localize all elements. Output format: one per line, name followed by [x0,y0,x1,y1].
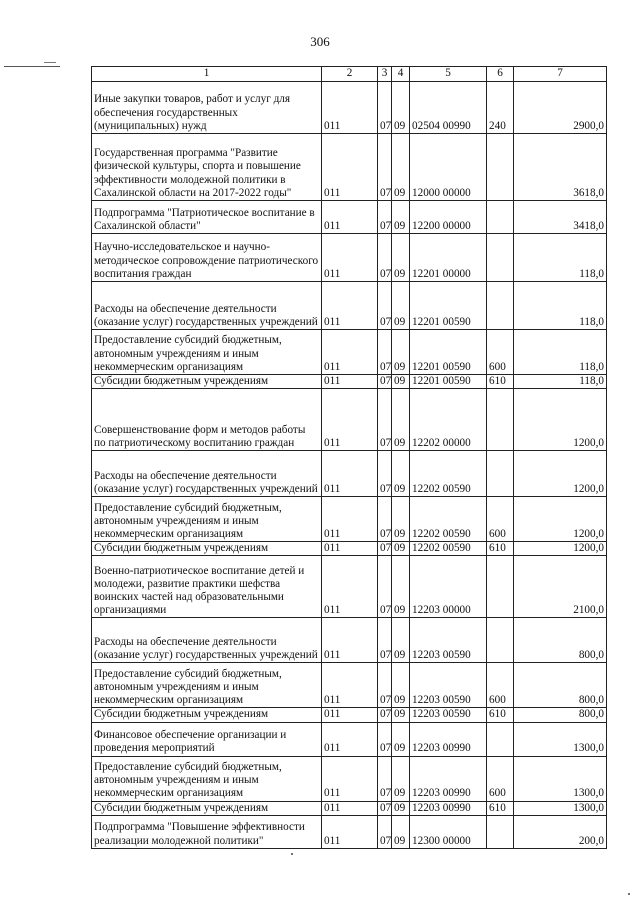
cell-sum: 3618,0 [514,134,607,201]
cell-rz: 07 [378,375,392,389]
cell-rz: 07 [378,542,392,556]
cell-grbs: 011 [322,556,378,618]
row-name: Государственная программа "Развитие физической культуры, спорта и повышение эффективности молодежной политики в Сахалинской области на 2017-2022 годы" [92,134,322,201]
cell-csr: 02504 00990 [410,82,487,134]
cell-rz: 07 [378,234,392,282]
cell-grbs: 011 [322,82,378,134]
cell-rz: 07 [378,556,392,618]
table-row [92,451,607,497]
cell-sum: 118,0 [514,234,607,282]
table-row [92,618,607,663]
cell-rz: 07 [378,708,392,722]
cell-rz: 07 [378,756,392,801]
cell-grbs: 011 [322,282,378,330]
page-number: 306 [310,34,330,49]
table-row [92,201,607,234]
table-row [92,282,607,330]
cell-csr: 12202 00000 [410,389,487,451]
cell-csr: 12203 00990 [410,722,487,756]
cell-vr [487,618,514,663]
cell-sum: 2100,0 [514,556,607,618]
cell-sum: 800,0 [514,663,607,708]
cell-grbs: 011 [322,756,378,801]
cell-pr: 09 [392,282,410,330]
cell-rz: 07 [378,815,392,848]
row-name: Финансовое обеспечение организации и проведения мероприятий [92,722,322,756]
row-name: Расходы на обеспечение деятельности (оказание услуг) государственных учреждений [92,451,322,497]
scan-dot [291,853,293,855]
cell-vr [487,234,514,282]
column-header: 5 [410,67,487,82]
cell-grbs: 011 [322,134,378,201]
cell-pr: 09 [392,389,410,451]
table-body [92,82,607,849]
cell-sum: 1300,0 [514,801,607,815]
cell-rz: 07 [378,801,392,815]
cell-csr: 12200 00000 [410,201,487,234]
row-name: Подпрограмма "Повышение эффективности реализации молодежной политики" [92,815,322,848]
cell-csr: 12201 00590 [410,375,487,389]
cell-csr: 12203 00590 [410,618,487,663]
table-row [92,330,607,375]
cell-csr: 12201 00590 [410,330,487,375]
column-header: 7 [514,67,607,82]
cell-pr: 09 [392,375,410,389]
cell-grbs: 011 [322,722,378,756]
row-name: Научно-исследовательское и научно-методическое сопровождение патриотического воспитания граждан [92,234,322,282]
cell-grbs: 011 [322,663,378,708]
cell-grbs: 011 [322,201,378,234]
row-name: Предоставление субсидий бюджетным, автономным учреждениям и иным некоммерческим организациям [92,663,322,708]
cell-vr: 600 [487,663,514,708]
cell-pr: 09 [392,134,410,201]
cell-pr: 09 [392,201,410,234]
cell-sum: 800,0 [514,618,607,663]
cell-rz: 07 [378,330,392,375]
cell-rz: 07 [378,82,392,134]
row-name: Подпрограмма "Патриотическое воспитание в Сахалинской области" [92,201,322,234]
cell-pr: 09 [392,618,410,663]
cell-pr: 09 [392,815,410,848]
cell-rz: 07 [378,389,392,451]
cell-rz: 07 [378,497,392,542]
column-header: 4 [392,67,410,82]
cell-rz: 07 [378,618,392,663]
cell-csr: 12202 00590 [410,542,487,556]
cell-grbs: 011 [322,618,378,663]
row-name: Расходы на обеспечение деятельности (оказание услуг) государственных учреждений [92,282,322,330]
cell-vr: 610 [487,801,514,815]
cell-sum: 3418,0 [514,201,607,234]
cell-vr: 610 [487,708,514,722]
cell-sum: 2900,0 [514,82,607,134]
table-row [92,556,607,618]
scan-mark [4,66,60,67]
cell-sum: 200,0 [514,815,607,848]
cell-vr [487,389,514,451]
cell-csr: 12201 00590 [410,282,487,330]
cell-csr: 12203 00590 [410,708,487,722]
cell-rz: 07 [378,451,392,497]
cell-vr: 610 [487,542,514,556]
cell-csr: 12203 00990 [410,756,487,801]
row-name: Военно-патриотическое воспитание детей и молодежи, развитие практики шефства воинских частей над образовательными организациями [92,556,322,618]
cell-sum: 1300,0 [514,756,607,801]
table-row [92,801,607,815]
cell-pr: 09 [392,542,410,556]
cell-sum: 1300,0 [514,722,607,756]
column-header: 1 [92,67,322,82]
cell-grbs: 011 [322,542,378,556]
cell-rz: 07 [378,134,392,201]
row-name: Субсидии бюджетным учреждениям [92,708,322,722]
row-name: Субсидии бюджетным учреждениям [92,542,322,556]
row-name: Субсидии бюджетным учреждениям [92,375,322,389]
column-header: 2 [322,67,378,82]
table-row [92,756,607,801]
cell-pr: 09 [392,756,410,801]
table-row [92,234,607,282]
cell-sum: 118,0 [514,375,607,389]
cell-vr [487,556,514,618]
cell-grbs: 011 [322,497,378,542]
row-name: Предоставление субсидий бюджетным, автономным учреждениям и иным некоммерческим организациям [92,330,322,375]
cell-grbs: 011 [322,815,378,848]
cell-sum: 1200,0 [514,389,607,451]
column-header: 3 [378,67,392,82]
cell-grbs: 011 [322,451,378,497]
cell-sum: 1200,0 [514,451,607,497]
table-row [92,375,607,389]
cell-rz: 07 [378,201,392,234]
cell-csr: 12203 00000 [410,556,487,618]
cell-vr: 240 [487,82,514,134]
cell-pr: 09 [392,722,410,756]
cell-sum: 1200,0 [514,542,607,556]
cell-csr: 12202 00590 [410,451,487,497]
table-row [92,134,607,201]
cell-vr [487,201,514,234]
column-header: 6 [487,67,514,82]
cell-vr: 610 [487,375,514,389]
cell-pr: 09 [392,801,410,815]
table-row [92,708,607,722]
cell-grbs: 011 [322,375,378,389]
cell-vr [487,722,514,756]
cell-sum: 118,0 [514,282,607,330]
cell-csr: 12203 00590 [410,663,487,708]
row-name: Иные закупки товаров, работ и услуг для обеспечения государственных (муниципальных) нужд [92,82,322,134]
scan-dot [628,893,630,895]
cell-sum: 800,0 [514,708,607,722]
table-row [92,722,607,756]
cell-grbs: 011 [322,234,378,282]
header-row [92,67,607,82]
cell-pr: 09 [392,497,410,542]
row-name: Субсидии бюджетным учреждениям [92,801,322,815]
scan-mark [44,62,56,63]
table-row [92,82,607,134]
cell-vr: 600 [487,497,514,542]
table-row [92,542,607,556]
cell-grbs: 011 [322,389,378,451]
cell-pr: 09 [392,234,410,282]
cell-sum: 1200,0 [514,497,607,542]
table-row [92,663,607,708]
cell-grbs: 011 [322,708,378,722]
cell-vr [487,451,514,497]
table-row [92,497,607,542]
cell-vr [487,282,514,330]
cell-vr: 600 [487,330,514,375]
row-name: Совершенствование форм и методов работы по патриотическому воспитанию граждан [92,389,322,451]
cell-csr: 12000 00000 [410,134,487,201]
cell-grbs: 011 [322,801,378,815]
cell-vr [487,134,514,201]
cell-vr [487,815,514,848]
budget-table [91,66,607,849]
cell-pr: 09 [392,330,410,375]
cell-pr: 09 [392,451,410,497]
cell-rz: 07 [378,722,392,756]
cell-pr: 09 [392,556,410,618]
table-row [92,389,607,451]
cell-csr: 12203 00990 [410,801,487,815]
row-name: Расходы на обеспечение деятельности (оказание услуг) государственных учреждений [92,618,322,663]
cell-vr: 600 [487,756,514,801]
cell-sum: 118,0 [514,330,607,375]
row-name: Предоставление субсидий бюджетным, автономным учреждениям и иным некоммерческим организациям [92,756,322,801]
cell-pr: 09 [392,708,410,722]
cell-csr: 12202 00590 [410,497,487,542]
cell-grbs: 011 [322,330,378,375]
cell-pr: 09 [392,663,410,708]
cell-csr: 12300 00000 [410,815,487,848]
cell-pr: 09 [392,82,410,134]
table-row [92,815,607,848]
cell-rz: 07 [378,282,392,330]
cell-csr: 12201 00000 [410,234,487,282]
cell-rz: 07 [378,663,392,708]
row-name: Предоставление субсидий бюджетным, автономным учреждениям и иным некоммерческим организациям [92,497,322,542]
